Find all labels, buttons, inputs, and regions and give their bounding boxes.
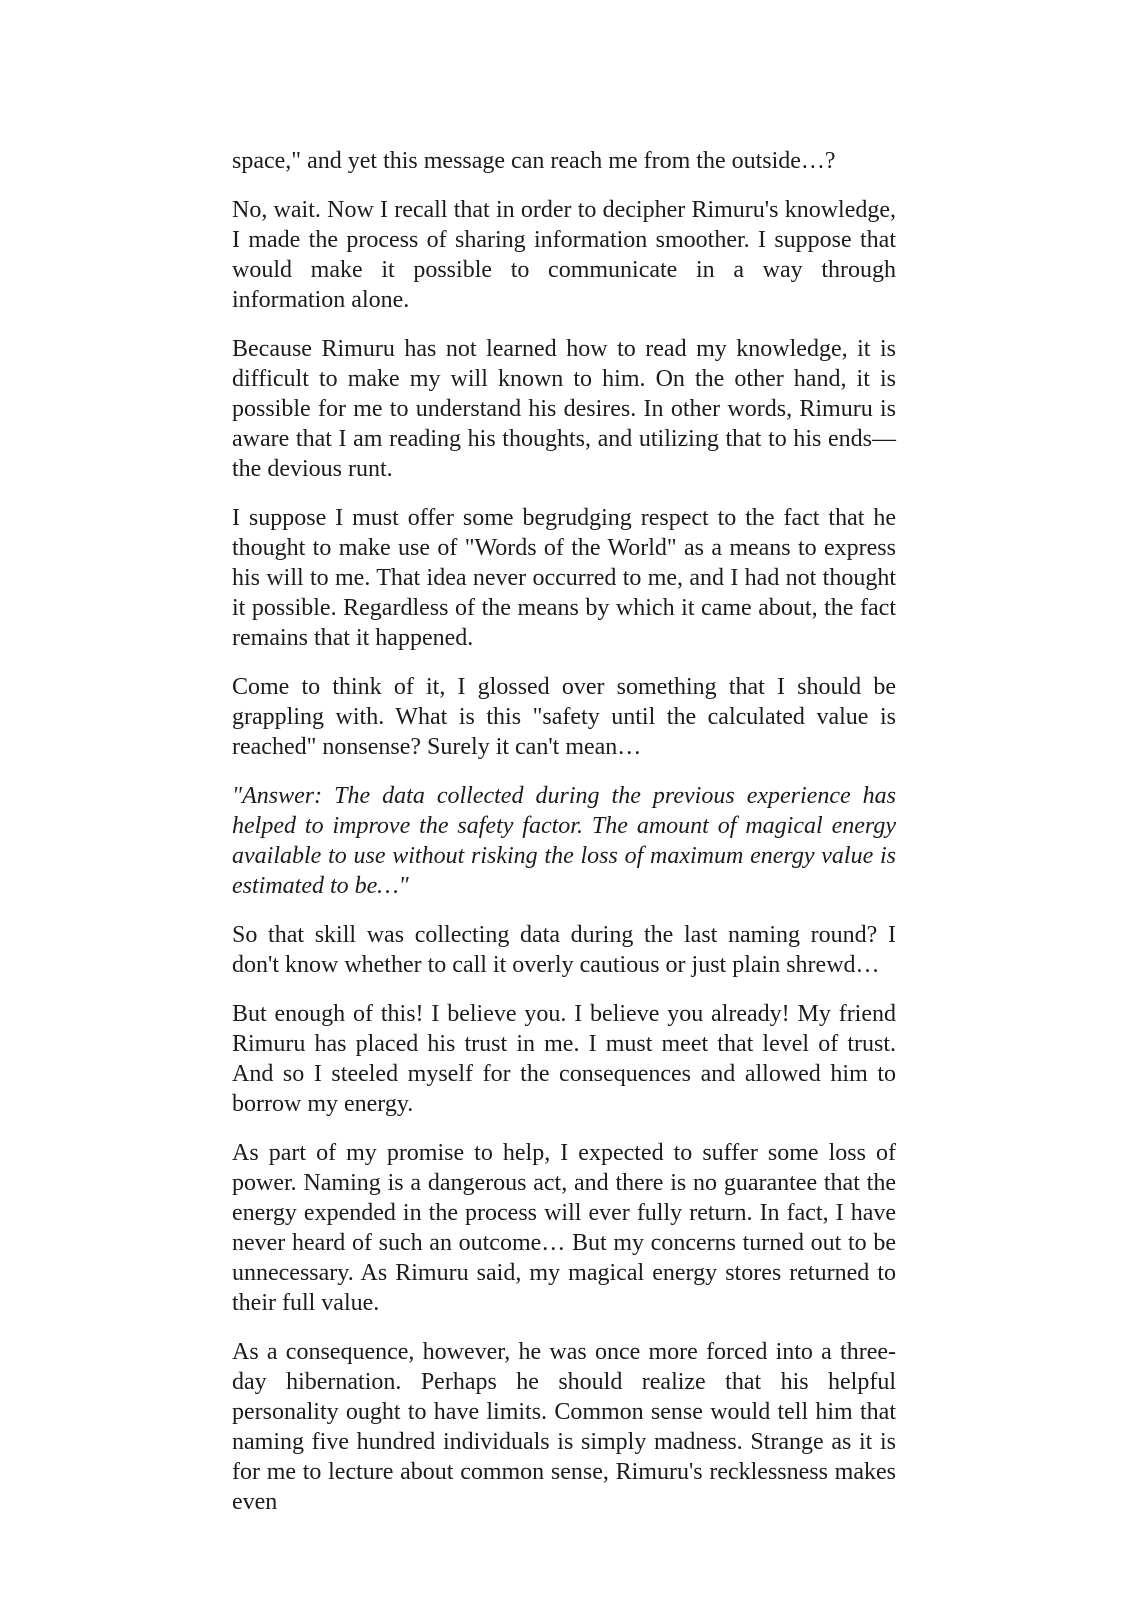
text-column: [232, 146, 896, 1517]
body-paragraph: Come to think of it, I glossed over something that I should be grappling with. What is this "safety until the calculated value is reached" nonsense? Surely it can't mean…: [232, 674, 896, 760]
skill-answer-paragraph: "Answer: The data collected during the previous experience has helped to improve the safety factor. The amount of magical energy available to use without risking the loss of maximum energy value is estimated to be…": [232, 783, 896, 899]
body-paragraph: So that skill was collecting data during the last naming round? I don't know whether to call it overly cautious or just plain shrewd…: [232, 922, 896, 978]
body-paragraph: As a consequence, however, he was once more forced into a three-day hibernation. Perhaps he should realize that his helpful personality ought to have limits. Common sense would tell him that naming five hundred individuals is simply madness. Strange as it is for me to lecture about common sense, Rimuru's recklessness makes even: [232, 1339, 896, 1515]
body-paragraph: space," and yet this message can reach me from the outside…?: [232, 148, 836, 174]
body-paragraph: No, wait. Now I recall that in order to decipher Rimuru's knowledge, I made the process of sharing information smoother. I suppose that would make it possible to communicate in a way through information alone.: [232, 197, 896, 313]
body-paragraph: As part of my promise to help, I expected to suffer some loss of power. Naming is a dangerous act, and there is no guarantee that the energy expended in the process will ever fully return. In fact, I have never heard of such an outcome… But my concerns turned out to be unnecessary. As Rimuru said, my magical energy stores returned to their full value.: [232, 1140, 896, 1316]
body-paragraph: I suppose I must offer some begrudging respect to the fact that he thought to make use of "Words of the World" as a means to express his will to me. That idea never occurred to me, and I had not thought it possible. Regardless of the means by which it came about, the fact remains that it happened.: [232, 505, 896, 651]
body-paragraph: Because Rimuru has not learned how to read my knowledge, it is difficult to make my will known to him. On the other hand, it is possible for me to understand his desires. In other words, Rimuru is aware that I am reading his thoughts, and utilizing that to his ends—the devious runt.: [232, 336, 896, 482]
body-paragraph: But enough of this! I believe you. I believe you already! My friend Rimuru has placed his trust in me. I must meet that level of trust. And so I steeled myself for the consequences and allowed him to borrow my energy.: [232, 1001, 896, 1117]
